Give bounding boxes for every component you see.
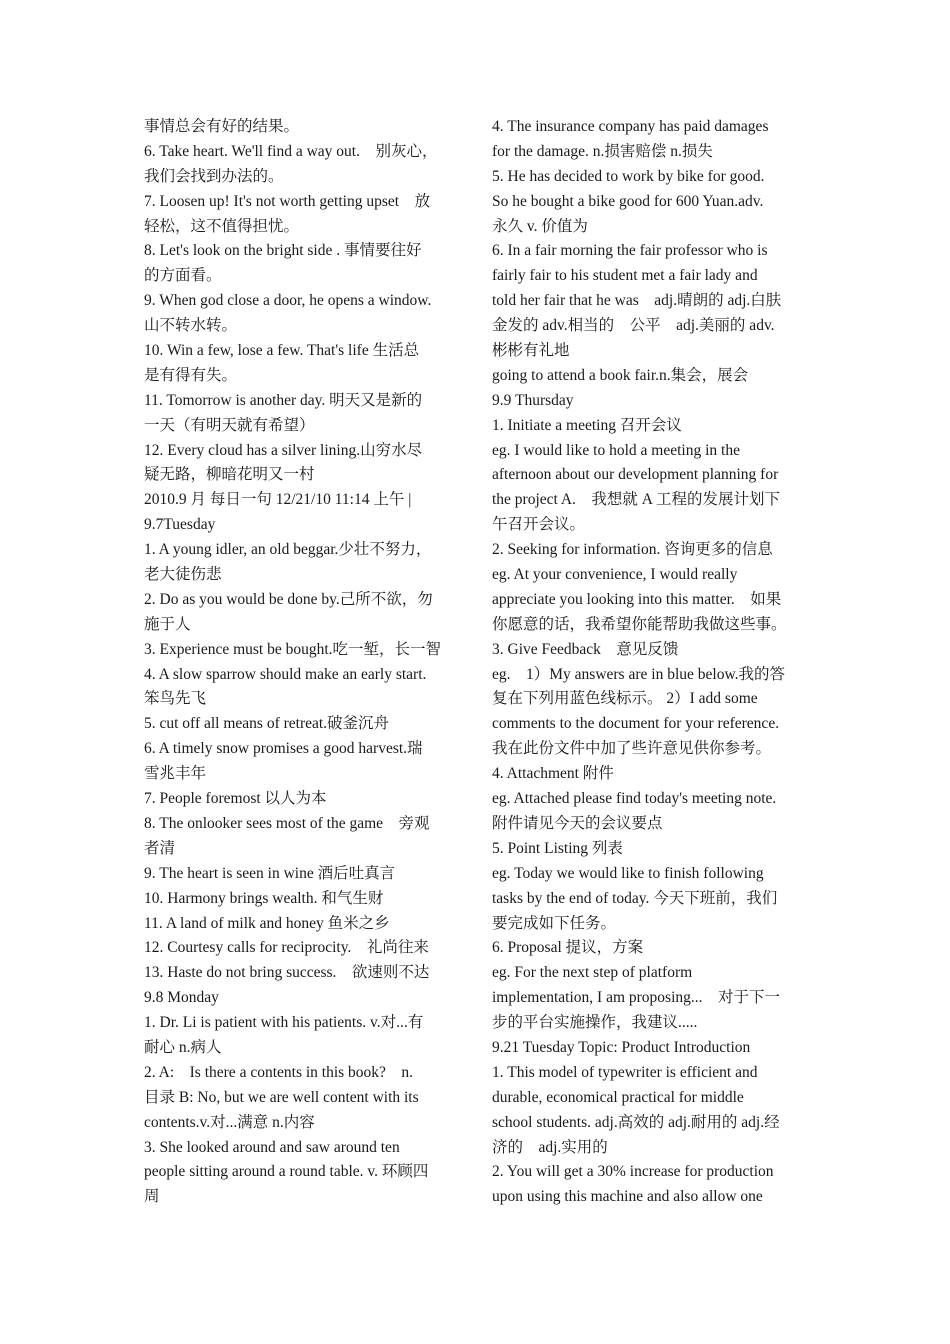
text-line: 复在下列用蓝色线标示。 2）I add some [492,690,758,708]
text-line: 6. In a fair morning the fair professor who is [492,242,768,260]
text-line: 你愿意的话，我希望你能帮助我做这些事。 [492,615,787,633]
text-line: 9.9 Thursday [492,391,574,409]
text-line: 4. Attachment 附件 [492,765,614,783]
text-line: 金发的 adv.相当的 公平 adj.美丽的 adv. [492,317,775,335]
text-line: 4. A slow sparrow should make an early start. [144,665,427,683]
text-line: 13. Haste do not bring success. 欲速则不达 [144,964,430,982]
text-line: 1. Dr. Li is patient with his patients. v.对...有 [144,1014,424,1032]
text-line: 11. Tomorrow is another day. 明天又是新的 [144,391,423,409]
text-line: 永久 v. 价值为 [492,217,588,235]
text-line: 11. A land of milk and honey 鱼米之乡 [144,914,390,932]
text-line: 5. Point Listing 列表 [492,839,623,857]
text-line: 9. The heart is seen in wine 酒后吐真言 [144,864,396,882]
text-line: tasks by the end of today. 今天下班前，我们 [492,889,778,907]
text-line: implementation, I am proposing... 对于下一 [492,989,781,1007]
text-line: 2. Seeking for information. 咨询更多的信息 [492,541,773,559]
text-line: 步的平台实施操作，我建议..... [492,1014,698,1032]
text-line: 轻松，这不值得担忧。 [144,217,300,235]
text-line: going to attend a book fair.n.集会，展会 [492,366,749,384]
text-line: 我们会找到办法的。 [144,167,284,185]
text-line: 我在此份文件中加了些许意见供你参考。 [492,740,772,758]
text-line: eg. I would like to hold a meeting in the [492,441,740,459]
text-line: 3. Experience must be bought.吃一堑，长一智 [144,640,442,658]
text-line: eg. At your convenience, I would really [492,566,738,584]
text-line: 老大徒伤悲 [144,566,222,584]
text-line: 周 [144,1188,160,1206]
left-text-column [144,115,462,1210]
text-line: 雪兆丰年 [144,765,207,783]
text-line: 6. Proposal 提议，方案 [492,939,644,957]
text-line: 者清 [144,839,176,857]
text-line: fairly fair to his student met a fair lady and [492,267,758,285]
text-line: 2. Do as you would be done by.己所不欲，勿 [144,590,433,608]
text-line: 10. Harmony brings wealth. 和气生财 [144,889,384,907]
text-line: 疑无路，柳暗花明又一村 [144,466,315,484]
text-line: 2010.9 月 每日一句 12/21/10 11:14 上午 | [144,491,412,509]
text-line: 山不转水转。 [144,317,238,335]
text-line: 要完成如下任务。 [492,914,617,932]
text-line: 的方面看。 [144,267,222,285]
text-line: 7. Loosen up! It's not worth getting upset 放 [144,192,431,210]
text-line: contents.v.对...满意 n.内容 [144,1113,315,1131]
text-line: 1. A young idler, an old beggar.少壮不努力， [144,541,432,559]
text-line: 2. A: Is there a contents in this book? n. [144,1063,414,1081]
text-line: 9.21 Tuesday Topic: Product Introduction [492,1038,751,1056]
text-line: 7. People foremost 以人为本 [144,790,327,808]
text-line: 5. He has decided to work by bike for good. [492,167,765,185]
text-line: 12. Courtesy calls for reciprocity. 礼尚往来 [144,939,429,957]
text-line: 3. Give Feedback 意见反馈 [492,640,679,658]
text-line: 3. She looked around and saw around ten [144,1138,400,1156]
text-line: 9.8 Monday [144,989,219,1007]
text-line: afternoon about our development planning for [492,466,779,484]
text-line: 一天（有明天就有希望） [144,416,315,434]
text-line: 是有得有失。 [144,366,238,384]
text-line: 附件请见今天的会议要点 [492,814,663,832]
text-line: 12. Every cloud has a silver lining.山穷水尽 [144,441,423,459]
text-line: for the damage. n.损害赔偿 n.损失 [492,142,713,160]
text-line: 4. The insurance company has paid damages [492,118,769,135]
text-line: So he bought a bike good for 600 Yuan.adv. [492,192,764,210]
text-line: 彬彬有礼地 [492,342,570,360]
text-line: eg. Today we would like to finish following [492,864,764,882]
text-line: 2. You will get a 30% increase for production [492,1163,774,1181]
text-line: 济的 adj.实用的 [492,1138,608,1156]
text-line: 施于人 [144,615,191,633]
text-line: durable, economical practical for middle [492,1088,744,1106]
text-line: told her fair that he was adj.晴朗的 adj.白肤 [492,292,782,310]
text-line: people sitting around a round table. v. 环顾四 [144,1163,429,1181]
text-line: 1. This model of typewriter is efficient and [492,1063,758,1081]
text-line: eg. Attached please find today's meeting note. [492,790,777,808]
text-line: comments to the document for your reference. [492,715,780,733]
text-line: 5. cut off all means of retreat.破釜沉舟 [144,715,390,733]
text-line: the project A. 我想就 A 工程的发展计划下 [492,491,781,509]
text-line: upon using this machine and also allow one [492,1188,763,1206]
text-line: 目录 B: No, but we are well content with its [144,1088,419,1106]
text-line: 9. When god close a door, he opens a window. [144,292,432,310]
right-text-column [492,115,814,1210]
text-line: 6. A timely snow promises a good harvest.瑞 [144,740,423,758]
text-line: 8. Let's look on the bright side . 事情要往好 [144,242,422,260]
text-line: 10. Win a few, lose a few. That's life 生活总 [144,342,420,360]
text-line: eg. For the next step of platform [492,964,693,982]
text-line: 午召开会议。 [492,516,586,534]
text-line: appreciate you looking into this matter. 如果 [492,590,782,608]
text-line: 笨鸟先飞 [144,690,207,708]
text-line: school students. adj.高效的 adj.耐用的 adj.经 [492,1113,780,1131]
text-line: 耐心 n.病人 [144,1038,222,1056]
text-line: 8. The onlooker sees most of the game 旁观 [144,814,430,832]
text-line: 1. Initiate a meeting 召开会议 [492,416,682,434]
text-line: 6. Take heart. We'll find a way out. 别灰心， [144,142,438,160]
text-line: eg. 1）My answers are in blue below.我的答 [492,665,786,683]
text-line: 9.7Tuesday [144,516,216,534]
text-line: 事情总会有好的结果。 [144,118,300,135]
